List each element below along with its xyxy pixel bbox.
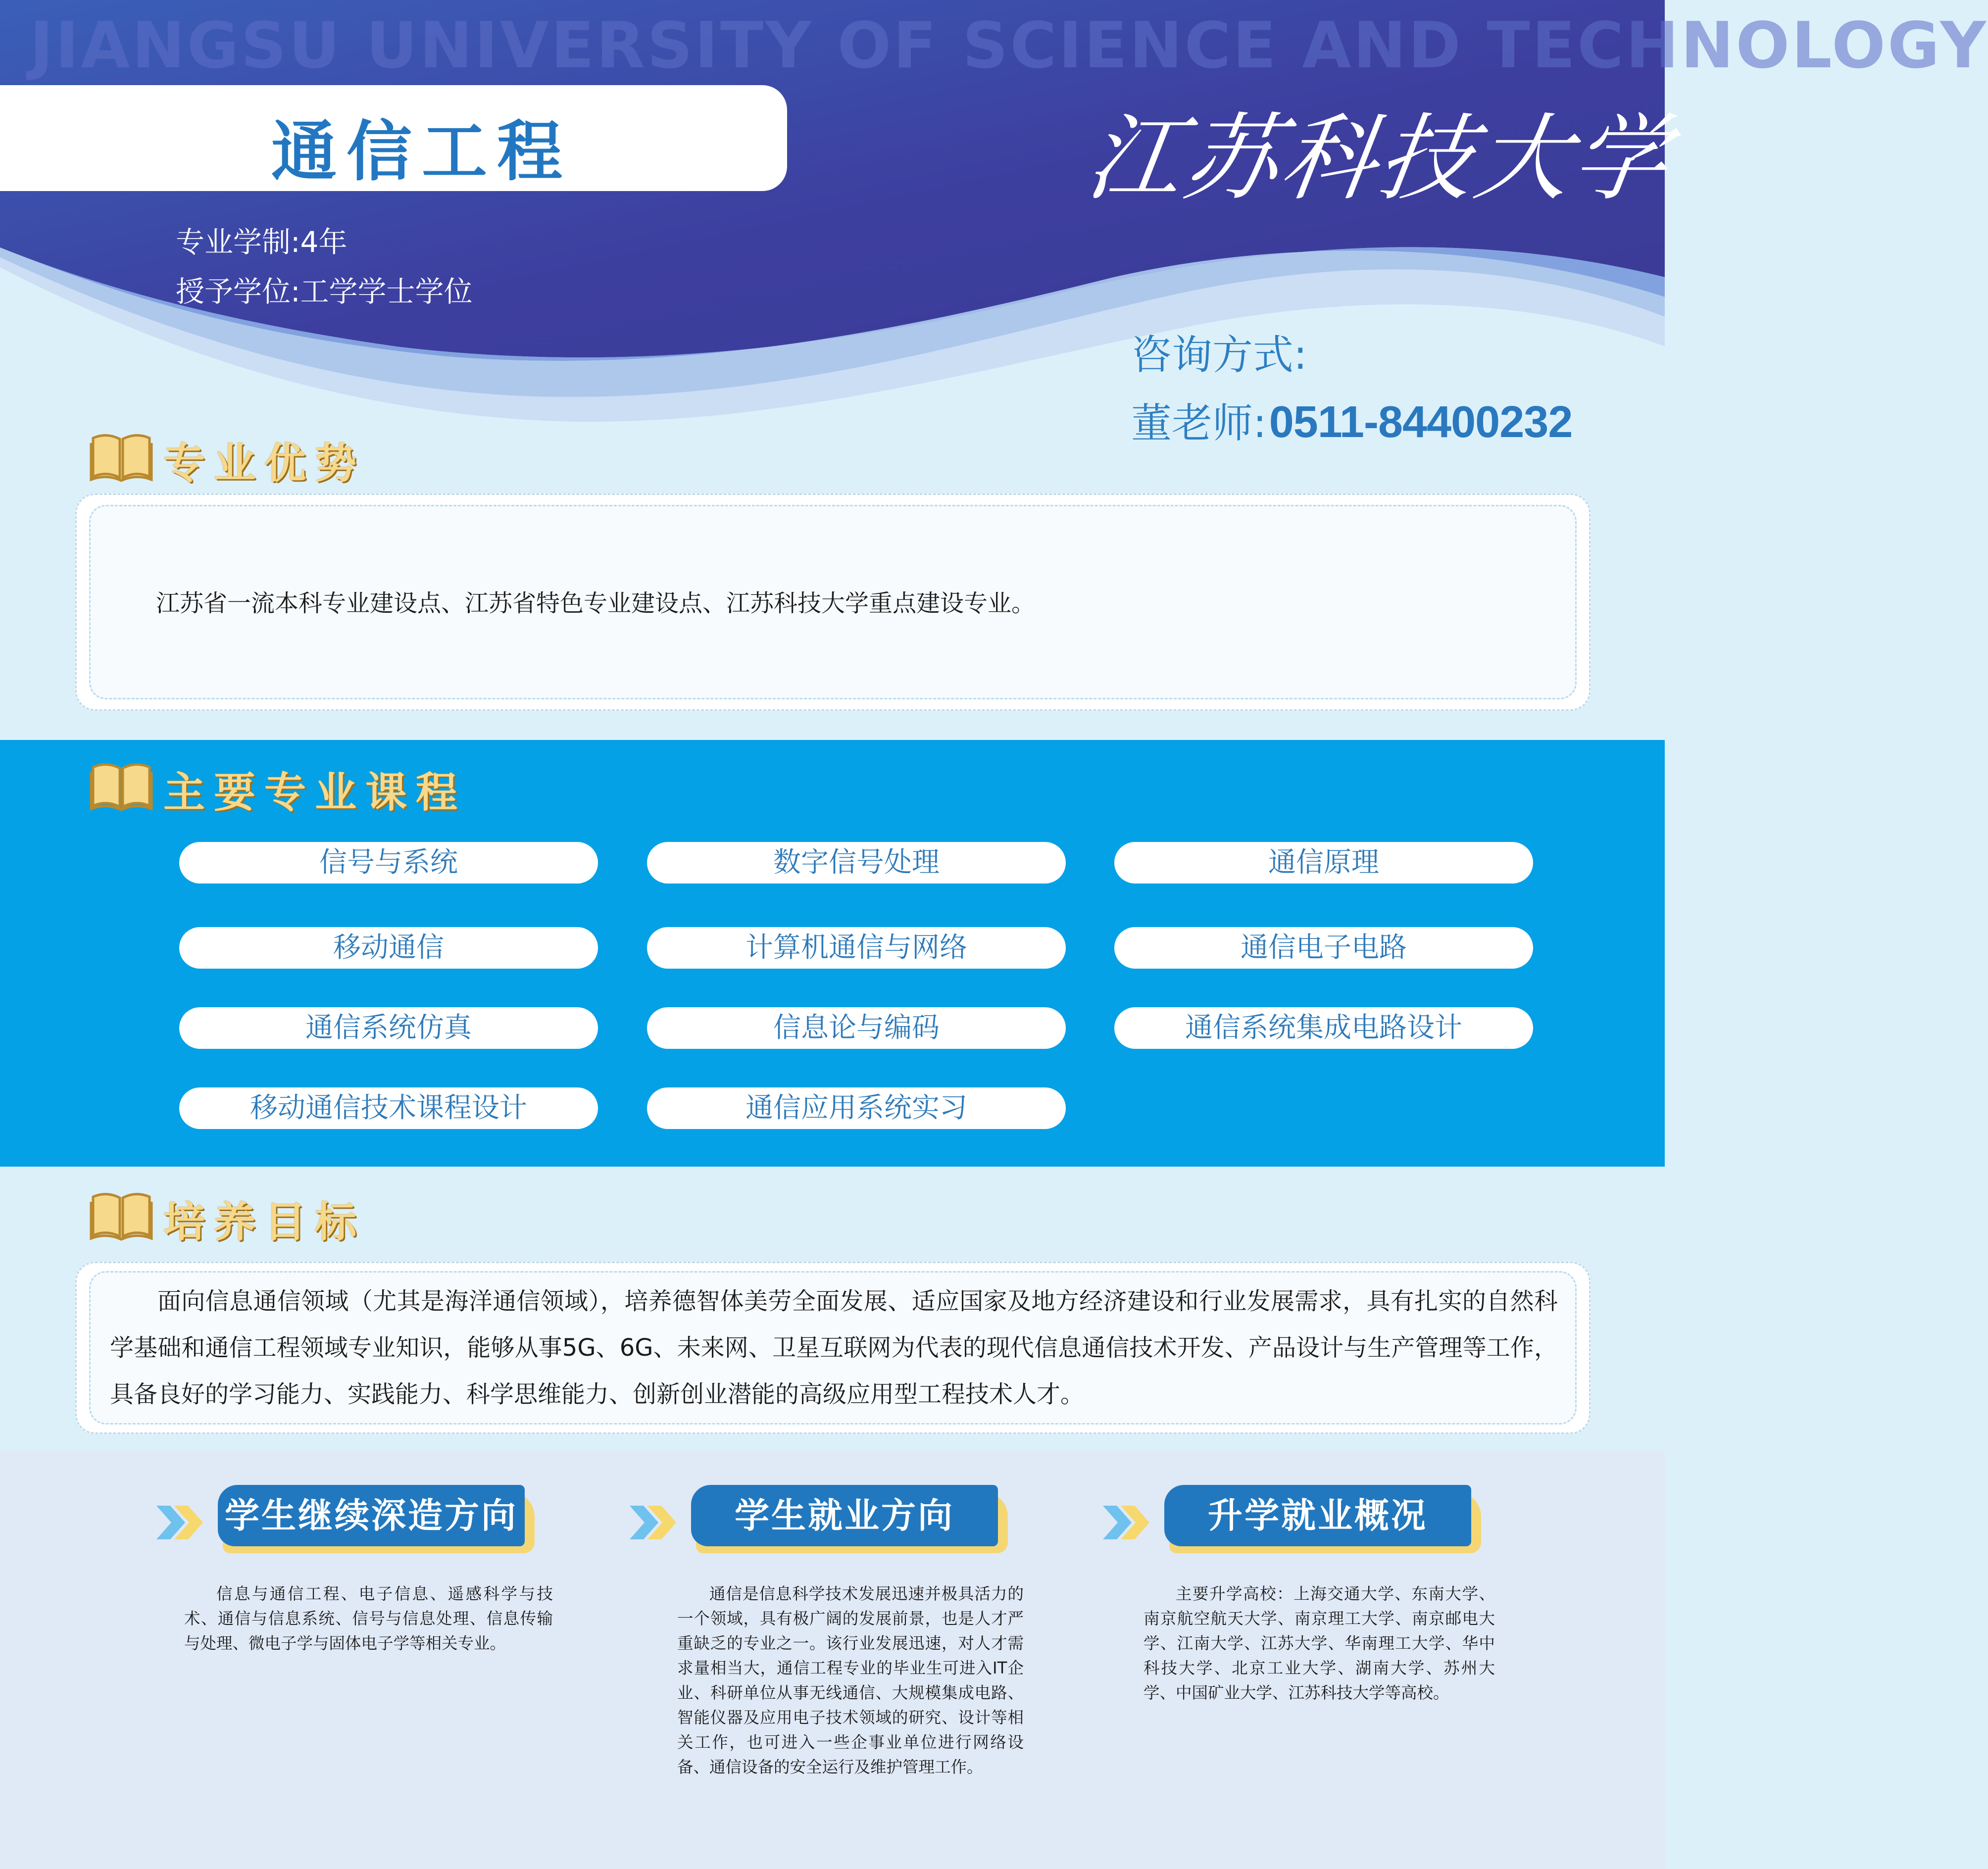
course-pill: 通信原理 [1114,842,1533,884]
further-study-text: 信息与通信工程、电子信息、遥感科学与技术、通信与信息系统、信号与信息处理、信息传输与处理、微电子学与固体电子学等相关专业。 [184,1584,553,1653]
open-book-icon [89,428,153,483]
course-pill: 数字信号处理 [647,842,1066,884]
employment-title: 学生就业方向 [691,1485,998,1546]
course-pill: 信息论与编码 [647,1007,1066,1049]
course-pill: 通信电子电路 [1114,927,1533,969]
course-pill: 通信系统集成电路设计 [1114,1007,1533,1049]
university-calligraphy-logo: 江苏科技大学 [1080,104,1678,213]
further-study-title: 学生继续深造方向 [218,1485,525,1546]
double-chevron-icon [628,1503,682,1542]
employment-heading [628,1485,1004,1554]
outcomes-heading [1101,1485,1477,1554]
employment-text: 通信是信息科学技术发展迅速并极具活力的一个领域，具有极广阔的发展前景，也是人才严重缺乏的专业之一。该行业发展迅速，对人才需求量相当大，通信工程专业的毕业生可进入IT企业、科研单位从事无线通信、大规模集成电路、智能仪器及应用电子技术领域的研究、设计等相关工作，也可进入一些企事业单位进行网络设备、通信设备的安全运行及维护管理工作。 [677,1584,1024,1776]
course-pill: 信号与系统 [179,842,598,884]
university-english-watermark: JIANGSU UNIVERSITY OF SCIENCE AND TECHNOLOGY [30,9,1988,83]
contact-name: 董老师: [1131,400,1267,447]
open-book-icon [89,757,153,812]
course-pill: 通信应用系统实习 [647,1087,1066,1129]
course-pill: 计算机通信与网络 [647,927,1066,969]
course-pill: 移动通信技术课程设计 [179,1087,598,1129]
goal-title: 培养目标 [163,1198,366,1246]
study-duration: 专业学制:4年 [176,225,348,259]
contact-line [1131,391,1572,449]
outcomes-title: 升学就业概况 [1164,1485,1471,1546]
outcomes-text: 主要升学高校：上海交通大学、东南大学、南京航空航天大学、南京理工大学、南京邮电大学、江南大学、江苏大学、华南理工大学、华中科技大学、北京工业大学、湖南大学、苏州大学、中国矿业大学、江苏科技大学等高校。 [1143,1584,1495,1702]
course-pill: 移动通信 [179,927,598,969]
advantage-text: 江苏省一流本科专业建设点、江苏省特色专业建设点、江苏科技大学重点建设专业。 [156,590,1036,617]
major-title: 通信工程 [271,114,572,190]
open-book-icon [89,1187,153,1241]
courses-title: 主要专业课程 [163,768,467,817]
course-pill: 通信系统仿真 [179,1007,598,1049]
goal-text: 面向信息通信领域（尤其是海洋通信领域），培养德智体美劳全面发展、适应国家及地方经济建设和行业发展需求，具有扎实的自然科学基础和通信工程领域专业知识，能够从事5G、6G、未来网、卫星互联网为代表的现代信息通信技术开发、产品设计与生产管理等工作，具备良好的学习能力、实践能力、科学思维能力、创新创业潜能的高级应用型工程技术人才。 [110,1287,1558,1408]
double-chevron-icon [1101,1503,1155,1542]
further-study-heading [154,1485,531,1554]
advantage-title: 专业优势 [163,439,366,488]
contact-title: 咨询方式: [1131,332,1307,379]
degree-awarded: 授予学位:工学学士学位 [176,275,473,308]
double-chevron-icon [154,1503,209,1542]
contact-phone: 0511-84400232 [1269,397,1573,447]
